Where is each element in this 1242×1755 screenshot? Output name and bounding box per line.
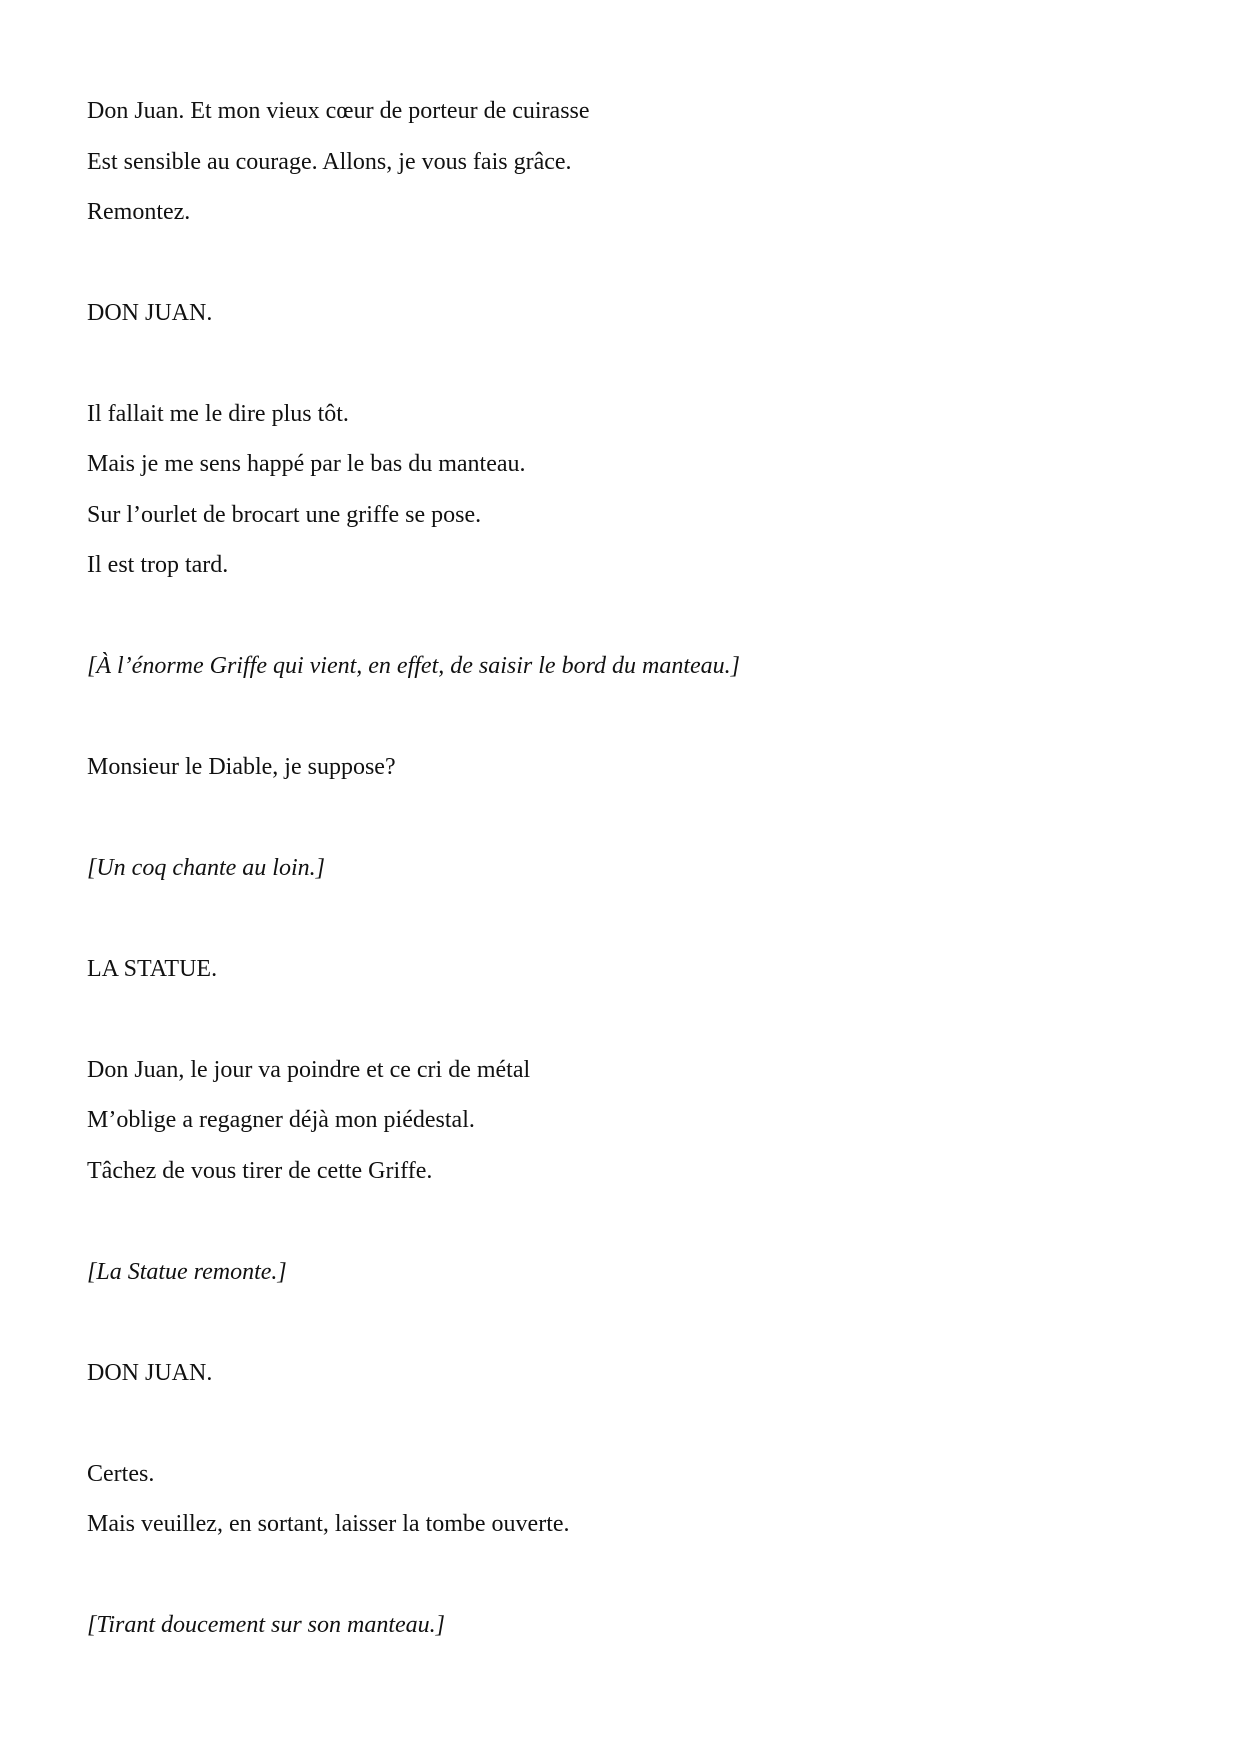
speaker-name: DON JUAN.	[87, 1360, 213, 1386]
verse-line: Mais veuillez, en sortant, laisser la tombe ouverte.	[87, 1511, 570, 1537]
verse-line: Don Juan. Et mon vieux cœur de porteur de cuirasse	[87, 98, 590, 124]
stage-direction: [Tirant doucement sur son manteau.]	[87, 1612, 446, 1638]
verse-line: Remontez.	[87, 199, 191, 225]
verse-line: Certes.	[87, 1461, 155, 1487]
verse-line: Tâchez de vous tirer de cette Griffe.	[87, 1158, 433, 1184]
stage-direction: [Un coq chante au loin.]	[87, 855, 325, 881]
verse-line: Est sensible au courage. Allons, je vous fais grâce.	[87, 149, 572, 175]
speaker-name: DON JUAN.	[87, 300, 213, 326]
verse-line: Mais je me sens happé par le bas du manteau.	[87, 451, 526, 477]
verse-line: Don Juan, le jour va poindre et ce cri de métal	[87, 1057, 531, 1083]
verse-line: Sur l’ourlet de brocart une griffe se pose.	[87, 502, 482, 528]
speaker-name: LA STATUE.	[87, 956, 218, 982]
stage-direction: [À l’énorme Griffe qui vient, en effet, de saisir le bord du manteau.]	[87, 653, 741, 679]
verse-line: Il fallait me le dire plus tôt.	[87, 401, 349, 427]
verse-line: Il est trop tard.	[87, 552, 229, 578]
stage-direction: [La Statue remonte.]	[87, 1259, 287, 1285]
verse-line: M’oblige a regagner déjà mon piédestal.	[87, 1107, 475, 1133]
verse-line: Monsieur le Diable, je suppose?	[87, 754, 396, 780]
